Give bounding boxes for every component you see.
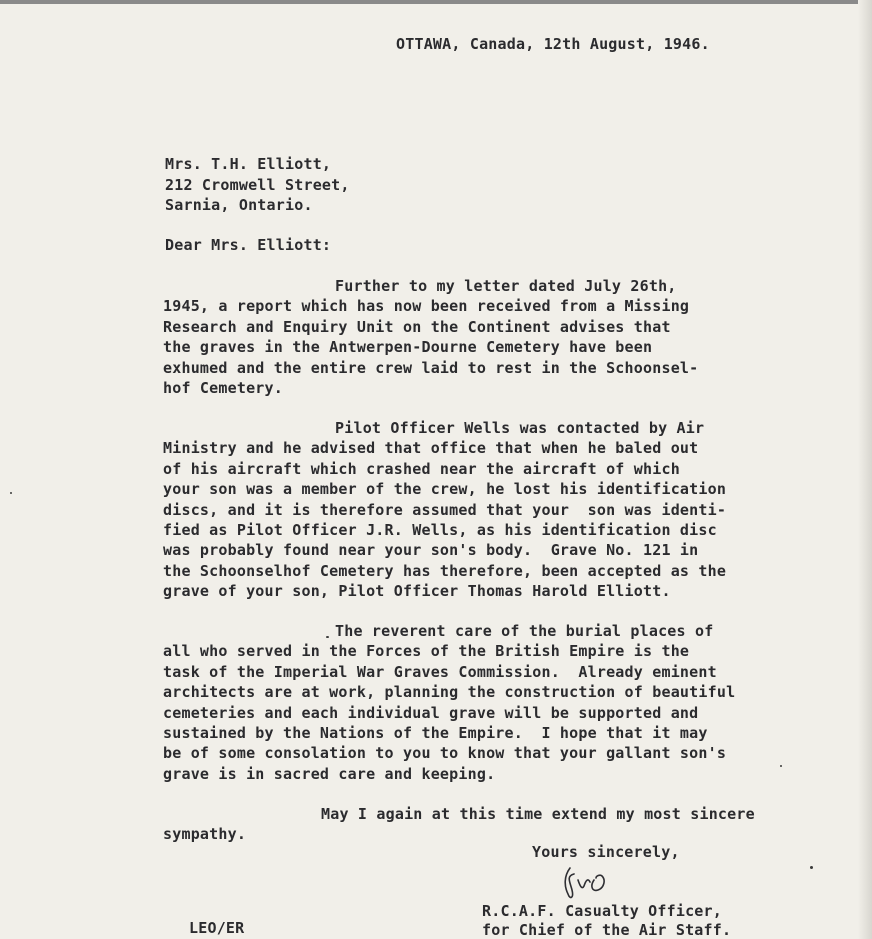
signature-title: R.C.A.F. Casualty Officer,: [482, 902, 722, 920]
paragraph-line: be of some consolation to you to know that your gallant son's: [163, 744, 727, 763]
paragraph-line: Research and Enquiry Unit on the Continent advises that: [163, 317, 671, 336]
closing: Yours sincerely,: [532, 843, 680, 861]
paragraph-line: exhumed and the entire crew laid to rest in the Schoonsel-: [163, 358, 699, 377]
paragraph-line: grave is in sacred care and keeping.: [163, 764, 496, 783]
paragraph-line: Pilot Officer Wells was contacted by Air: [335, 419, 705, 437]
paragraph-line: The reverent care of the burial places of: [335, 622, 714, 640]
paragraph-line: the Schoonselhof Cemetery has therefore, been accepted as the: [163, 561, 727, 580]
reference-initials: LEO/ER: [189, 919, 245, 937]
paragraph-line: sustained by the Nations of the Empire. I hope that it may: [163, 723, 708, 742]
scan-speck: [10, 492, 12, 494]
dateline: OTTAWA, Canada, 12th August, 1946.: [396, 35, 710, 53]
recipient-name: Mrs. T.H. Elliott,: [165, 155, 332, 173]
paragraph-line: all who served in the Forces of the British Empire is the: [163, 642, 690, 661]
scan-speck: [326, 636, 329, 638]
paragraph-line: was probably found near your son's body. Grave No. 121 in: [163, 541, 699, 560]
paragraph-line: fied as Pilot Officer J.R. Wells, as his identification disc: [163, 520, 717, 539]
paragraph-line: Further to my letter dated July 26th,: [335, 277, 677, 295]
paragraph-4: [163, 804, 803, 845]
scan-right-edge: [858, 0, 872, 939]
paragraph-line: discs, and it is therefore assumed that your son was identi-: [163, 500, 727, 519]
paragraph-line: Ministry and he advised that office that when he baled out: [163, 439, 699, 458]
paragraph-line: your son was a member of the crew, he lost his identification: [163, 480, 727, 499]
paragraph-line: sympathy.: [163, 825, 247, 844]
paragraph-line: cemeteries and each individual grave will be supported and: [163, 703, 699, 722]
paragraph-line: grave of your son, Pilot Officer Thomas Harold Elliott.: [163, 582, 671, 601]
paragraph-line: architects are at work, planning the construction of beautiful: [163, 683, 736, 702]
signature-on-behalf: for Chief of the Air Staff.: [482, 921, 732, 939]
paragraph-line: May I again at this time extend my most sincere: [321, 805, 755, 823]
scan-speck: [810, 866, 813, 869]
scan-speck: [780, 765, 782, 767]
paragraph-line: of his aircraft which crashed near the aircraft of which: [163, 459, 680, 478]
paragraph-line: hof Cemetery.: [163, 378, 283, 397]
paragraph-line: task of the Imperial War Graves Commission. Already eminent: [163, 662, 717, 681]
paragraph-line: 1945, a report which has now been received from a Missing: [163, 297, 690, 316]
paragraph-2: [163, 418, 803, 602]
recipient-street: 212 Cromwell Street,: [165, 176, 350, 194]
paragraph-1: [163, 276, 803, 398]
salutation: Dear Mrs. Elliott:: [165, 236, 332, 254]
scan-top-edge: [0, 0, 872, 4]
handwritten-signature: [556, 856, 626, 906]
paragraph-line: the graves in the Antwerpen-Dourne Cemetery have been: [163, 338, 653, 357]
paragraph-3: [163, 621, 803, 784]
recipient-city: Sarnia, Ontario.: [165, 196, 313, 214]
